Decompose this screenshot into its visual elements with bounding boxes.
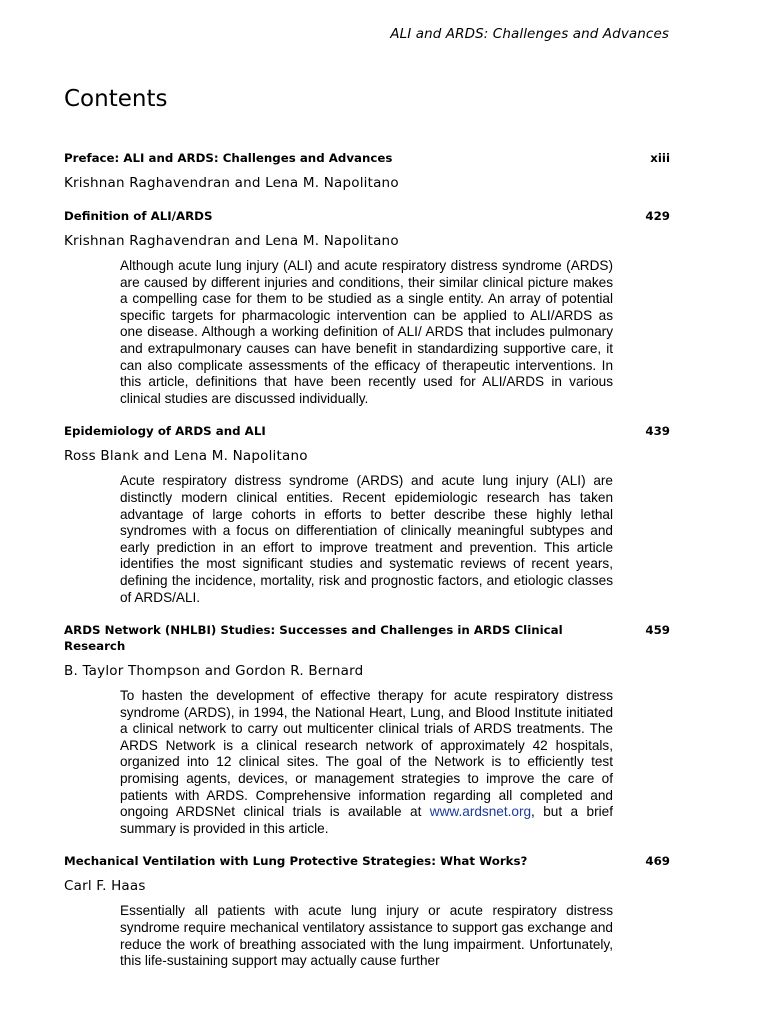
- toc-entry-epidemiology: [64, 423, 670, 606]
- toc-entry-title[interactable]: ARDS Network (NHLBI) Studies: Successes and Challenges in ARDS Clinical Research: [64, 623, 563, 654]
- toc-entry-mechanical-ventilation: [64, 853, 670, 969]
- toc-entry-page-number: 429: [645, 209, 670, 223]
- toc-entry-authors: Krishnan Raghavendran and Lena M. Napolitano: [64, 233, 399, 249]
- abstract-text: To hasten the development of effective therapy for acute respiratory distress syndrome (ARDS), in 1994, the National Heart, Lung, and Blood Institute initiated a clinical network to carry out multicenter clinical trials of ARDS treatments. The ARDS Network is a clinical research network of approximately 42 hospitals, organized into 12 clinical sites. The goal of the Network is to efficiently test promising agents, devices, or management strategies to improve the care of patients with ARDS. Comprehensive information regarding all completed and ongoing ARDSNet clinical trials is available at: [120, 688, 613, 820]
- toc-entry-abstract: [120, 688, 613, 837]
- toc-entry-abstract: Essentially all patients with acute lung injury or acute respiratory distress syndrome require mechanical ventilatory assistance to support gas exchange and reduce the work of breathing associated with the lung impairment. Unfortunately, this life-sustaining support may actually cause further: [120, 903, 613, 969]
- toc-entry-title[interactable]: Mechanical Ventilation with Lung Protective Strategies: What Works?: [64, 854, 528, 869]
- toc-entry-header: [64, 150, 670, 166]
- toc-entry-ards-network: [64, 622, 670, 837]
- toc-entry-authors: Krishnan Raghavendran and Lena M. Napolitano: [64, 175, 399, 191]
- toc-entry-header: [64, 208, 670, 224]
- toc-entry-abstract: Acute respiratory distress syndrome (ARDS) and acute lung injury (ALI) are distinctly modern clinical entities. Recent epidemiologic research has taken advantage of large cohorts in efforts to better describe these highly lethal syndromes with a focus on differentiation of clinically meaningful subtypes and early prediction in an effort to improve treatment and prevention. This article identifies the most significant studies and systematic reviews of recent years, defining the incidence, mortality, risk and prognostic factors, and etiologic classes of ARDS/ALI.: [120, 473, 613, 605]
- toc-entry-page-number: 459: [645, 623, 670, 638]
- toc-entry-header: [64, 853, 670, 869]
- toc-entry-authors: B. Taylor Thompson and Gordon R. Bernard: [64, 663, 364, 680]
- page-title: Contents: [64, 86, 168, 112]
- toc-entry-page-number: 439: [645, 424, 670, 439]
- toc-entry-page-number: 469: [645, 854, 670, 869]
- toc-entry-authors: Carl F. Haas: [64, 878, 146, 895]
- toc-entry-authors: Ross Blank and Lena M. Napolitano: [64, 448, 308, 465]
- ardsnet-link[interactable]: www.ardsnet.org: [429, 804, 532, 820]
- running-head: ALI and ARDS: Challenges and Advances: [390, 26, 669, 42]
- toc-entry-abstract: Although acute lung injury (ALI) and acute respiratory distress syndrome (ARDS) are caused by different injuries and conditions, their similar clinical picture makes a compelling case for them to be studied as a single entity. An array of potential specific targets for pharmacologic intervention can be applied to ALI/ARDS as one disease. Although a working definition of ALI/ ARDS that includes pulmonary and extrapulmonary causes can have benefit in standardizing supportive care, it can also complicate assessments of the efficacy of therapeutic interventions. In this article, definitions that have been recently used for ALI/ARDS in various clinical studies are discussed individually.: [120, 258, 613, 406]
- toc-entry-preface: [64, 150, 670, 192]
- toc-entry-header: [64, 423, 670, 439]
- toc-entry-title[interactable]: Epidemiology of ARDS and ALI: [64, 424, 266, 439]
- toc-entry-definition: [64, 208, 670, 407]
- toc-entry-title[interactable]: Definition of ALI/ARDS: [64, 209, 213, 223]
- abstract-text-continued: , but a brief summary is provided in this article.: [120, 804, 613, 836]
- toc-entry-header: [64, 622, 670, 654]
- table-of-contents: [64, 150, 670, 986]
- toc-entry-page-number: xiii: [650, 151, 670, 165]
- toc-entry-title[interactable]: Preface: ALI and ARDS: Challenges and Advances: [64, 151, 393, 165]
